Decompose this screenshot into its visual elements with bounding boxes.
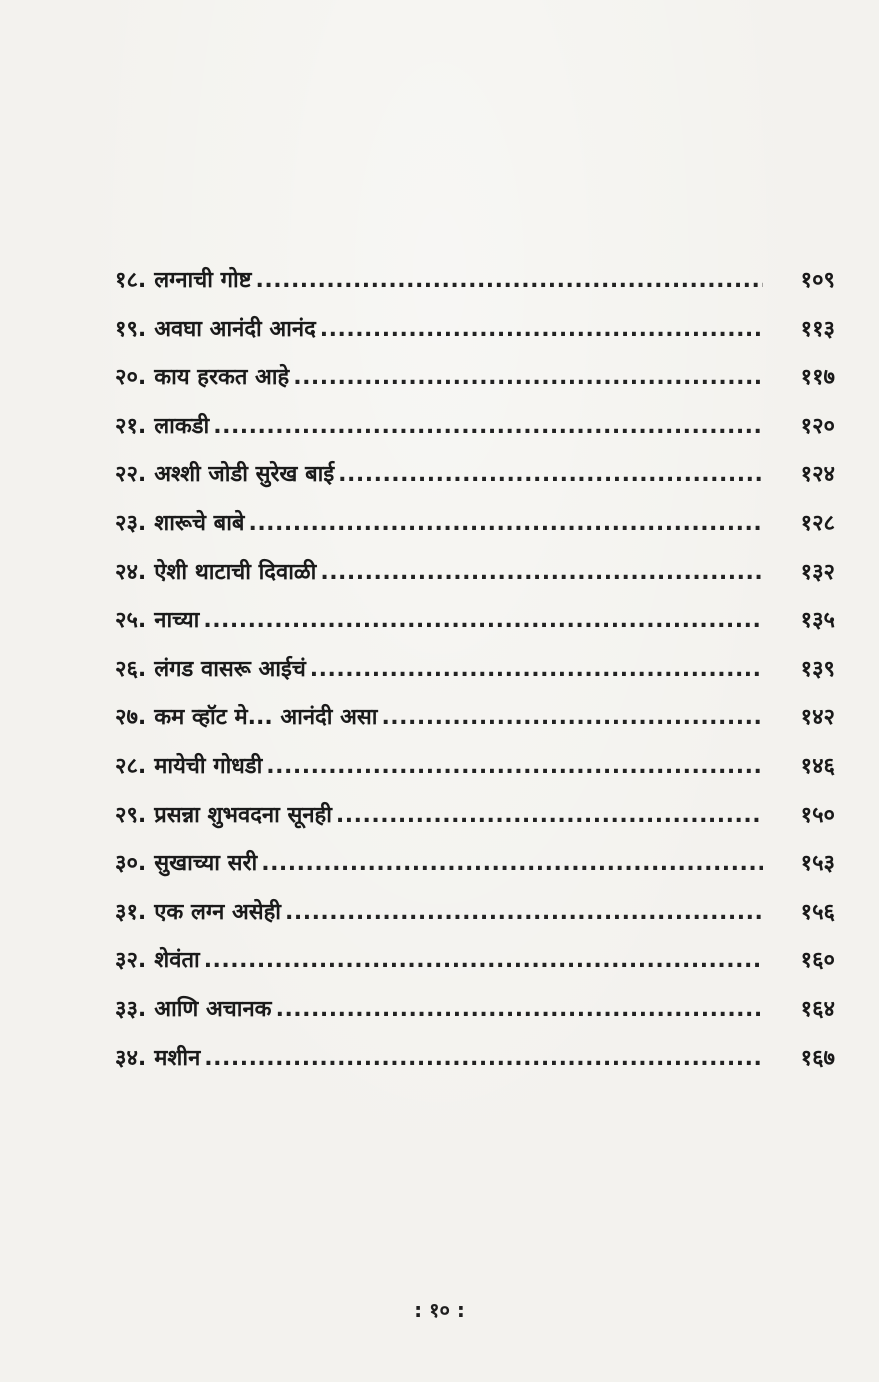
dot-leader [248, 511, 763, 536]
toc-entry [115, 313, 835, 362]
chapter-number: ३४. [115, 1045, 147, 1071]
toc-entry [115, 847, 835, 896]
dot-leader [320, 317, 763, 342]
toc-entry [115, 458, 835, 507]
page-folio: : १० : [414, 1298, 465, 1322]
toc-entry [115, 896, 835, 945]
toc-entry [115, 264, 835, 313]
page-number: १२४ [800, 462, 835, 488]
chapter-number: १९. [115, 316, 147, 342]
chapter-number: १८. [115, 268, 147, 293]
page-number: १०९ [800, 268, 835, 293]
page-number: १४६ [800, 753, 835, 779]
chapter-number: २८. [115, 753, 147, 779]
toc-entry [115, 750, 835, 799]
page-number: ११७ [800, 365, 835, 391]
chapter-number: ३२. [115, 948, 147, 974]
toc-entry [115, 993, 835, 1042]
chapter-number: ३०. [115, 851, 147, 877]
dot-leader [310, 657, 763, 682]
page-number: १२० [800, 413, 835, 439]
page-number: १४२ [800, 705, 835, 731]
dot-leader [338, 462, 763, 487]
page-number: १६७ [800, 1045, 835, 1071]
chapter-title: ऐशी थाटाची दिवाळी [154, 559, 317, 585]
chapter-title: लंगड वासरू आईचं [154, 656, 306, 682]
dot-leader [381, 705, 763, 730]
page-number: १३२ [800, 559, 835, 585]
chapter-number: २१. [115, 413, 147, 439]
toc-entry [115, 556, 835, 605]
dot-leader [256, 268, 763, 293]
toc-entry [115, 507, 835, 556]
chapter-number: ३३. [115, 996, 147, 1022]
dot-leader [204, 948, 763, 973]
page-number: १६४ [800, 996, 835, 1022]
toc-entry [115, 604, 835, 653]
chapter-number: २३. [115, 510, 147, 536]
dot-leader [266, 754, 763, 779]
page-number: १५० [800, 802, 835, 828]
toc-entry [115, 1042, 835, 1091]
page-number: १५३ [800, 851, 835, 877]
dot-leader [336, 803, 763, 828]
chapter-title: नाच्या [154, 608, 200, 634]
dot-leader [320, 560, 763, 585]
chapter-title: आणि अचानक [154, 996, 272, 1022]
chapter-number: २९. [115, 802, 147, 828]
chapter-number: ३१. [115, 899, 147, 925]
page-number: १५६ [800, 899, 835, 925]
page-number: १६० [800, 948, 835, 974]
toc-entry [115, 410, 835, 459]
toc-entry [115, 653, 835, 702]
dot-leader [293, 365, 763, 390]
chapter-number: २०. [115, 365, 147, 391]
chapter-title: अवघा आनंदी आनंद [154, 316, 316, 342]
page-number: १२८ [800, 510, 835, 536]
chapter-title: अश्शी जोडी सुरेख बाई [154, 462, 335, 488]
chapter-title: मशीन [154, 1045, 201, 1071]
chapter-title: लाकडी [154, 413, 210, 439]
toc-entry [115, 799, 835, 848]
toc-entry [115, 701, 835, 750]
dot-leader [204, 1046, 763, 1071]
chapter-title: प्रसन्ना शुभवदना सूनही [154, 802, 332, 828]
dot-leader [213, 414, 763, 439]
page-number: १३५ [800, 608, 835, 634]
dot-leader [203, 608, 763, 633]
chapter-title: सुखाच्या सरी [154, 851, 258, 877]
chapter-title: शेवंता [154, 948, 200, 974]
chapter-title: काय हरकत आहे [154, 365, 290, 391]
chapter-title: लग्नाची गोष्ट [154, 268, 252, 293]
page-number: ११३ [800, 316, 835, 342]
dot-leader [276, 997, 763, 1022]
toc-entry [115, 944, 835, 993]
chapter-title: एक लग्न असेही [154, 899, 281, 925]
dot-leader [261, 851, 763, 876]
table-of-contents [115, 264, 835, 1090]
toc-entry [115, 361, 835, 410]
chapter-number: २६. [115, 656, 147, 682]
page-number: १३९ [800, 656, 835, 682]
chapter-title: मायेची गोधडी [154, 753, 263, 779]
chapter-number: २५. [115, 608, 147, 634]
chapter-number: २४. [115, 559, 147, 585]
chapter-number: २७. [115, 705, 147, 731]
chapter-title: कम व्हॉट मे... आनंदी असा [154, 705, 378, 731]
chapter-number: २२. [115, 462, 147, 488]
dot-leader [285, 900, 763, 925]
chapter-title: शारूचे बाबे [154, 510, 245, 536]
